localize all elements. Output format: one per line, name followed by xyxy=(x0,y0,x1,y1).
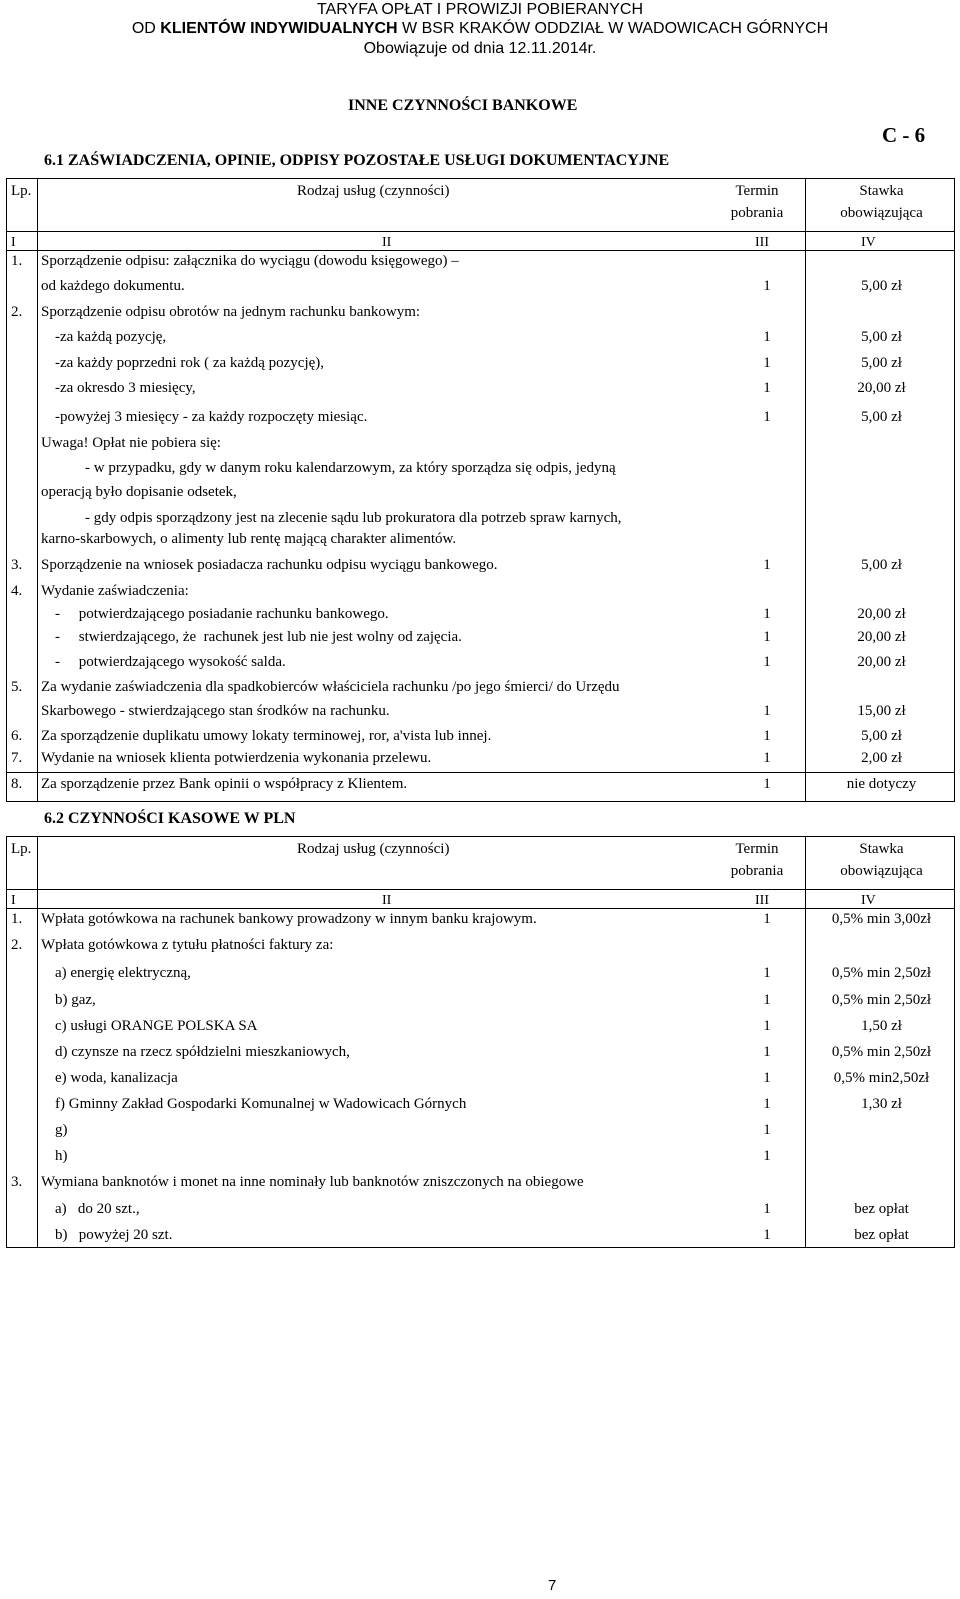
col-term-header: Termin xyxy=(735,183,779,199)
row-lp: 5. xyxy=(11,679,23,695)
row-lp: 7. xyxy=(11,750,23,766)
row-rate: nie dotyczy xyxy=(846,776,917,792)
row-description: Uwaga! Opłat nie pobiera się: xyxy=(41,435,221,451)
row-description: -za okresdo 3 miesięcy, xyxy=(55,380,196,396)
row-rate: 0,5% min 2,50zł xyxy=(831,965,932,981)
row-description: Wydanie na wniosek klienta potwierdzenia wykonania przelewu. xyxy=(41,750,432,766)
row-description: Wydanie zaświadczenia: xyxy=(41,583,189,599)
row-lp: 3. xyxy=(11,557,23,573)
row-rate: 0,5% min 2,50zł xyxy=(831,1044,932,1060)
subtitle-bold: KLIENTÓW INDYWIDUALNYCH xyxy=(160,20,398,37)
services-table-1 xyxy=(6,178,955,802)
row-description: Skarbowego - stwierdzającego stan środków na rachunku. xyxy=(41,703,390,719)
col-term-header: Termin xyxy=(735,841,779,857)
row-rate: 0,5% min 2,50zł xyxy=(831,992,932,1008)
row-description: Wymiana banknotów i monet na inne nominały lub banknotów zniszczonych na obiegowe xyxy=(41,1174,584,1190)
section2-title: 6.2 CZYNNOŚCI KASOWE W PLN xyxy=(44,810,296,827)
row-term: 1 xyxy=(763,1096,771,1112)
page-code: C - 6 xyxy=(882,123,926,147)
row-lp: 8. xyxy=(11,776,23,792)
row-term: 1 xyxy=(763,329,771,345)
row-description: h) xyxy=(55,1148,68,1164)
row-description: - potwierdzającego wysokość salda. xyxy=(55,654,286,670)
row-rate: 5,00 zł xyxy=(861,409,902,425)
subtitle-suffix: W BSR KRAKÓW ODDZIAŁ W WADOWICACH GÓRNYCH xyxy=(397,20,829,37)
col-number-2: II xyxy=(382,893,392,908)
row-term: 1 xyxy=(763,380,771,396)
row-rate: 5,00 zł xyxy=(861,278,902,294)
row-description: - potwierdzającego posiadanie rachunku bankowego. xyxy=(55,606,389,622)
row-term: 1 xyxy=(763,776,771,792)
row-description: Sporządzenie odpisu obrotów na jednym rachunku bankowym: xyxy=(41,304,421,320)
page-section-title: INNE CZYNNOŚCI BANKOWE xyxy=(348,97,578,114)
row-description: d) czynsze na rzecz spółdzielni mieszkaniowych, xyxy=(55,1044,350,1060)
row-rate: 5,00 zł xyxy=(861,728,902,744)
row-description: Sporządzenie odpisu: załącznika do wyciągu (dowodu księgowego) – xyxy=(41,253,459,269)
row-term: 1 xyxy=(763,629,771,645)
row-description: Za sporządzenie duplikatu umowy lokaty terminowej, ror, a'vista lub innej. xyxy=(41,728,492,744)
row-rate: bez opłat xyxy=(854,1201,909,1217)
row-description: Sporządzenie na wniosek posiadacza rachunku odpisu wyciągu bankowego. xyxy=(41,557,498,573)
row-term: 1 xyxy=(763,606,771,622)
effective-date: Obowiązuje od dnia 12.11.2014r. xyxy=(363,40,597,57)
services-table-2 xyxy=(6,836,955,1248)
col-term-header-2: pobrania xyxy=(730,205,784,221)
row-rate: bez opłat xyxy=(854,1227,909,1243)
row-term: 1 xyxy=(763,965,771,981)
row-description: b) gaz, xyxy=(55,992,96,1008)
col-number-4: IV xyxy=(861,235,876,250)
row-rate: 5,00 zł xyxy=(861,329,902,345)
row-term: 1 xyxy=(763,703,771,719)
row-lp: 6. xyxy=(11,728,23,744)
row-lp: 4. xyxy=(11,583,23,599)
col-rate-header: Stawka xyxy=(859,183,904,199)
row-description: -za każdy poprzedni rok ( za każdą pozycję), xyxy=(55,355,325,371)
row-term: 1 xyxy=(763,1201,771,1217)
row-rate: 20,00 zł xyxy=(857,380,906,396)
row-term: 1 xyxy=(763,355,771,371)
col-number-3: III xyxy=(755,893,769,908)
row-term: 1 xyxy=(763,750,771,766)
row-description: g) xyxy=(55,1122,68,1138)
row-term: 1 xyxy=(763,409,771,425)
row-description: b) powyżej 20 szt. xyxy=(55,1227,173,1243)
col-term-header-2: pobrania xyxy=(730,863,784,879)
col-lp-header: Lp. xyxy=(11,841,32,857)
row-rate: 20,00 zł xyxy=(857,629,906,645)
row-description: a) do 20 szt., xyxy=(55,1201,140,1217)
row-lp: 1. xyxy=(11,253,23,269)
row-description: - w przypadku, gdy w danym roku kalendarzowym, za który sporządza się odpis, jedyną xyxy=(85,460,616,476)
section1-title: 6.1 ZAŚWIADCZENIA, OPINIE, ODPISY POZOSTAŁE USŁUGI DOKUMENTACYJNE xyxy=(44,152,670,169)
row-rate: 20,00 zł xyxy=(857,606,906,622)
row-term: 1 xyxy=(763,992,771,1008)
col-rate-header: Stawka xyxy=(859,841,904,857)
col-number-3: III xyxy=(755,235,769,250)
row-rate: 0,5% min 3,00zł xyxy=(831,911,932,927)
row-description: -powyżej 3 miesięcy - za każdy rozpoczęty miesiąc. xyxy=(55,409,368,425)
row-term: 1 xyxy=(763,1227,771,1243)
row-term: 1 xyxy=(763,1122,771,1138)
row-description: Za wydanie zaświadczenia dla spadkobierców właściciela rachunku /po jego śmierci/ do Urzędu xyxy=(41,679,620,695)
row-term: 1 xyxy=(763,911,771,927)
row-description: - stwierdzającego, że rachunek jest lub nie jest wolny od zajęcia. xyxy=(55,629,462,645)
col-lp-header: Lp. xyxy=(11,183,32,199)
col-number-4: IV xyxy=(861,893,876,908)
row-description: -za każdą pozycję, xyxy=(55,329,167,345)
subtitle-prefix: OD xyxy=(131,20,161,37)
row-term: 1 xyxy=(763,278,771,294)
row-lp: 2. xyxy=(11,937,23,953)
row-description: karno-skarbowych, o alimenty lub rentę mającą charakter alimentów. xyxy=(41,531,457,547)
row-term: 1 xyxy=(763,1018,771,1034)
row-description: operacją było dopisanie odsetek, xyxy=(41,484,237,500)
row-rate: 20,00 zł xyxy=(857,654,906,670)
row-rate: 5,00 zł xyxy=(861,557,902,573)
row-lp: 2. xyxy=(11,304,23,320)
row-term: 1 xyxy=(763,728,771,744)
row-rate: 5,00 zł xyxy=(861,355,902,371)
row-term: 1 xyxy=(763,1148,771,1164)
row-description: f) Gminny Zakład Gospodarki Komunalnej w Wadowicach Górnych xyxy=(55,1096,467,1112)
col-name-header: Rodzaj usług (czynności) xyxy=(297,183,450,199)
tariff-subtitle xyxy=(0,19,960,38)
row-term: 1 xyxy=(763,1044,771,1060)
row-description: od każdego dokumentu. xyxy=(41,278,185,294)
row-rate: 2,00 zł xyxy=(861,750,902,766)
row-term: 1 xyxy=(763,1070,771,1086)
row-description: Wpłata gotówkowa z tytułu płatności faktury za: xyxy=(41,937,334,953)
row-description: c) usługi ORANGE POLSKA SA xyxy=(55,1018,258,1034)
row-description: Za sporządzenie przez Bank opinii o współpracy z Klientem. xyxy=(41,776,408,792)
row-lp: 1. xyxy=(11,911,23,927)
row-description: Wpłata gotówkowa na rachunek bankowy prowadzony w innym banku krajowym. xyxy=(41,911,537,927)
col-number-2: II xyxy=(382,235,392,250)
col-rate-header-2: obowiązująca xyxy=(840,863,923,879)
row-description: a) energię elektryczną, xyxy=(55,965,191,981)
row-rate: 0,5% min2,50zł xyxy=(833,1070,930,1086)
row-rate: 15,00 zł xyxy=(857,703,906,719)
tariff-title: TARYFA OPŁAT I PROWIZJI POBIERANYCH xyxy=(317,1,643,18)
page-number: 7 xyxy=(548,1577,557,1594)
row-rate: 1,30 zł xyxy=(861,1096,902,1112)
row-term: 1 xyxy=(763,557,771,573)
row-description: e) woda, kanalizacja xyxy=(55,1070,178,1086)
col-name-header: Rodzaj usług (czynności) xyxy=(297,841,450,857)
row-description: - gdy odpis sporządzony jest na zlecenie sądu lub prokuratora dla potrzeb spraw karnych, xyxy=(85,510,622,526)
col-rate-header-2: obowiązująca xyxy=(840,205,923,221)
row-term: 1 xyxy=(763,654,771,670)
row-rate: 1,50 zł xyxy=(861,1018,902,1034)
col-number-1: I xyxy=(11,893,16,908)
col-number-1: I xyxy=(11,235,16,250)
row-lp: 3. xyxy=(11,1174,23,1190)
